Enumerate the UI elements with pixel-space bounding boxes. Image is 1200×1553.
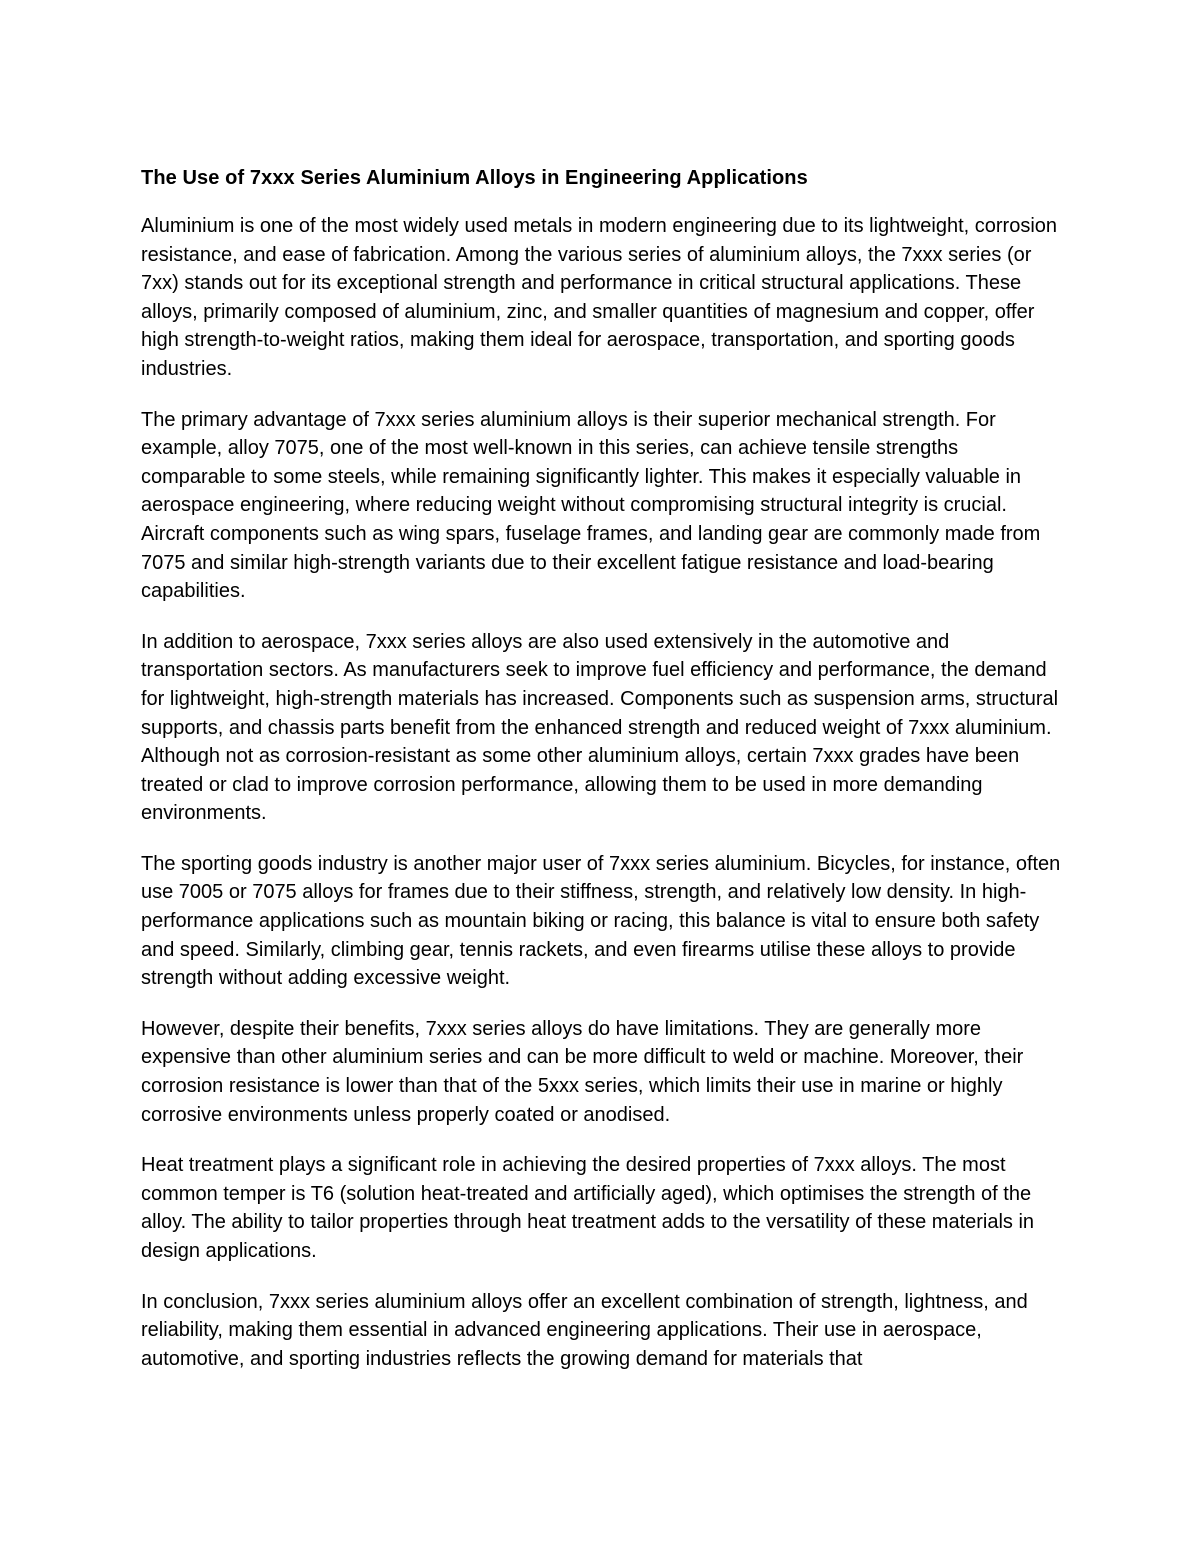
paragraph-automotive: In addition to aerospace, 7xxx series alloys are also used extensively in the automotive and transportation sectors. As manufacturers seek to improve fuel efficiency and performance, the demand for lightweight, high-strength materials has increased. Components such as suspension arms, structural supports, and chassis parts benefit from the enhanced strength and reduced weight of 7xxx aluminium. Although not as corrosion-resistant as some other aluminium alloys, certain 7xxx grades have been treated or clad to improve corrosion performance, allowing them to be used in more demanding environments.: [141, 630, 1059, 825]
paragraph-conclusion: In conclusion, 7xxx series aluminium alloys offer an excellent combination of strength, lightness, and reliability, making them essential in advanced engineering applications. Their use in aerospace, automotive, and sporting industries reflects the growing demand for materials that: [141, 1290, 1028, 1370]
document-page: [141, 164, 1066, 1395]
paragraph-intro: Aluminium is one of the most widely used metals in modern engineering due to its lightweight, corrosion resistance, and ease of fabrication. Among the various series of aluminium alloys, the 7xxx series (or 7xx) stands out for its exceptional strength and performance in critical structural applications. These alloys, primarily composed of aluminium, zinc, and smaller quantities of magnesium and copper, offer high strength-to-weight ratios, making them ideal for aerospace, transportation, and sporting goods industries.: [141, 215, 1058, 380]
paragraph-strength: The primary advantage of 7xxx series aluminium alloys is their superior mechanical strength. For example, alloy 7075, one of the most well-known in this series, can achieve tensile strengths comparable to some steels, while remaining significantly lighter. This makes it especially valuable in aerospace engineering, where reducing weight without compromising structural integrity is crucial. Aircraft components such as wing spars, fuselage frames, and landing gear are commonly made from 7075 and similar high-strength variants due to their excellent fatigue resistance and load-bearing capabilities.: [141, 408, 1041, 603]
paragraph-limitations: However, despite their benefits, 7xxx series alloys do have limitations. They are generally more expensive than other aluminium series and can be more difficult to weld or machine. Moreover, their corrosion resistance is lower than that of the 5xxx series, which limits their use in marine or highly corrosive environments unless properly coated or anodised.: [141, 1017, 1024, 1126]
paragraph-sporting-goods: The sporting goods industry is another major user of 7xxx series aluminium. Bicycles, for instance, often use 7005 or 7075 alloys for frames due to their stiffness, strength, and relatively low density. In high-performance applications such as mountain biking or racing, this balance is vital to ensure both safety and speed. Similarly, climbing gear, tennis rackets, and even firearms utilise these alloys to provide strength without adding excessive weight.: [141, 852, 1061, 990]
paragraph-heat-treatment: Heat treatment plays a significant role in achieving the desired properties of 7xxx alloys. The most common temper is T6 (solution heat-treated and artificially aged), which optimises the strength of the alloy. The ability to tailor properties through heat treatment adds to the versatility of these materials in design applications.: [141, 1154, 1035, 1262]
document-title: The Use of 7xxx Series Aluminium Alloys in Engineering Applications: [141, 167, 808, 189]
